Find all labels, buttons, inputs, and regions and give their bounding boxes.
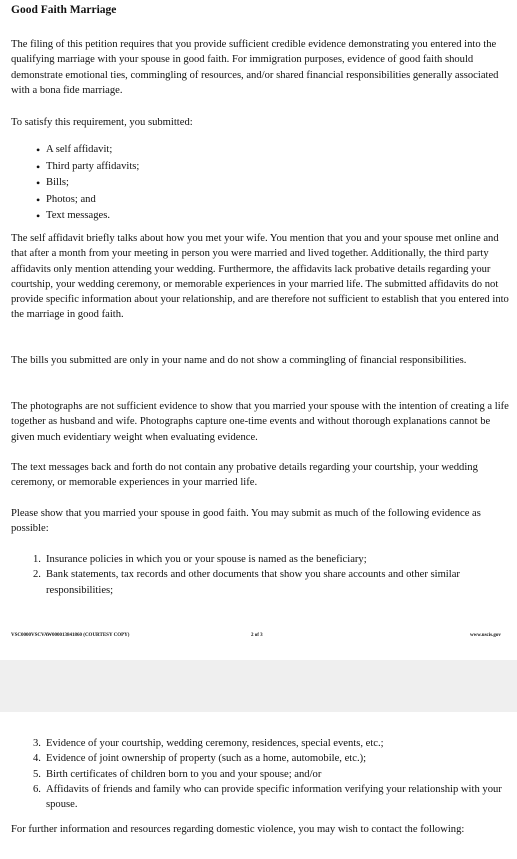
request-paragraph: Please show that you married your spouse in good faith. You may submit as much of the following evidence as possible: [11,508,481,535]
evidence-list [33,552,503,598]
item-number: 3. [33,738,41,749]
texts-paragraph: The text messages back and forth do not contain any probative details regarding your courtship, your wedding ceremony, or memorable experiences in your married life. [11,462,478,489]
closing-paragraph: For further information and resources regarding domestic violence, you may wish to contact the following: [11,824,465,835]
list-item [33,736,503,751]
item-number: 2. [33,569,41,581]
list-item: • Photos; and [36,192,139,209]
footer-page-number: 2 of 3 [251,633,263,638]
footer-receipt: VSC0000VSCVAW000013841860 (COURTESY COPY) [11,633,130,638]
section-title: Good Faith Marriage [11,4,117,16]
list-item [33,552,503,567]
item-text: Birth certificates of children born to you and your spouse; and/or [46,768,322,780]
item-text: Insurance policies in which you or your spouse is named as the beneficiary; [46,554,367,565]
item-number: 4. [33,753,41,765]
photos-paragraph: The photographs are not sufficient evidence to show that you married your spouse with the intention of creating a life together as husband and wife. Photographs capture one-time events and without thorough explanations cannot be given much evidentiary weight when evaluating evidence. [11,401,509,443]
footer-website: www.uscis.gov [470,633,501,638]
list-item [33,567,503,598]
list-item: • Text messages. [36,208,139,225]
list-item [33,767,503,782]
submitted-intro: To satisfy this requirement, you submitted: [11,117,193,128]
item-text: Evidence of joint ownership of property (such as a home, automobile, etc.); [46,753,367,765]
list-item [33,751,503,766]
affidavit-paragraph: The self affidavit briefly talks about how you met your wife. You mention that you and your spouse met online and that after a month from your meeting in person you were married and lived together. Additionally, the third party affidavits only mention attending your wedding. Furthermore, the affidavits lack probative details regarding your courtship, your wedding ceremony, or memorable experiences in your married life. The submitted affidavits do not provide specific information about your relationship, and are therefore not sufficient to establish that you entered into the marriage in good faith. [11,233,509,321]
item-text: Evidence of your courtship, wedding ceremony, residences, special events, etc.; [46,738,384,749]
list-item [33,782,503,813]
item-text: Bank statements, tax records and other documents that show you share accounts and other similar responsibilities; [46,569,460,596]
item-number: 6. [33,783,41,795]
item-number: 1. [33,554,41,565]
document-page-2 [0,712,517,859]
intro-paragraph: The filing of this petition requires that you provide sufficient credible evidence demonstrating you entered into the qualifying marriage with your spouse in good faith. For immigration purposes, evidence of good faith should demonstrate emotional ties, commingling of resources, and/or shared financial responsibilities generally associated with a bona fide marriage. [11,39,499,96]
list-item: • A self affidavit; [36,142,139,159]
list-item: • Bills; [36,175,139,192]
list-item: • Third party affidavits; [36,159,139,176]
item-number: 5. [33,768,41,780]
bills-paragraph: The bills you submitted are only in your name and do not show a commingling of financial responsibilities. [11,355,467,366]
submitted-list [36,142,139,225]
evidence-list-continued [33,736,503,812]
page-separator [0,660,517,712]
item-text: Affidavits of friends and family who can provide specific information verifying your relationship with your spouse. [46,783,502,811]
